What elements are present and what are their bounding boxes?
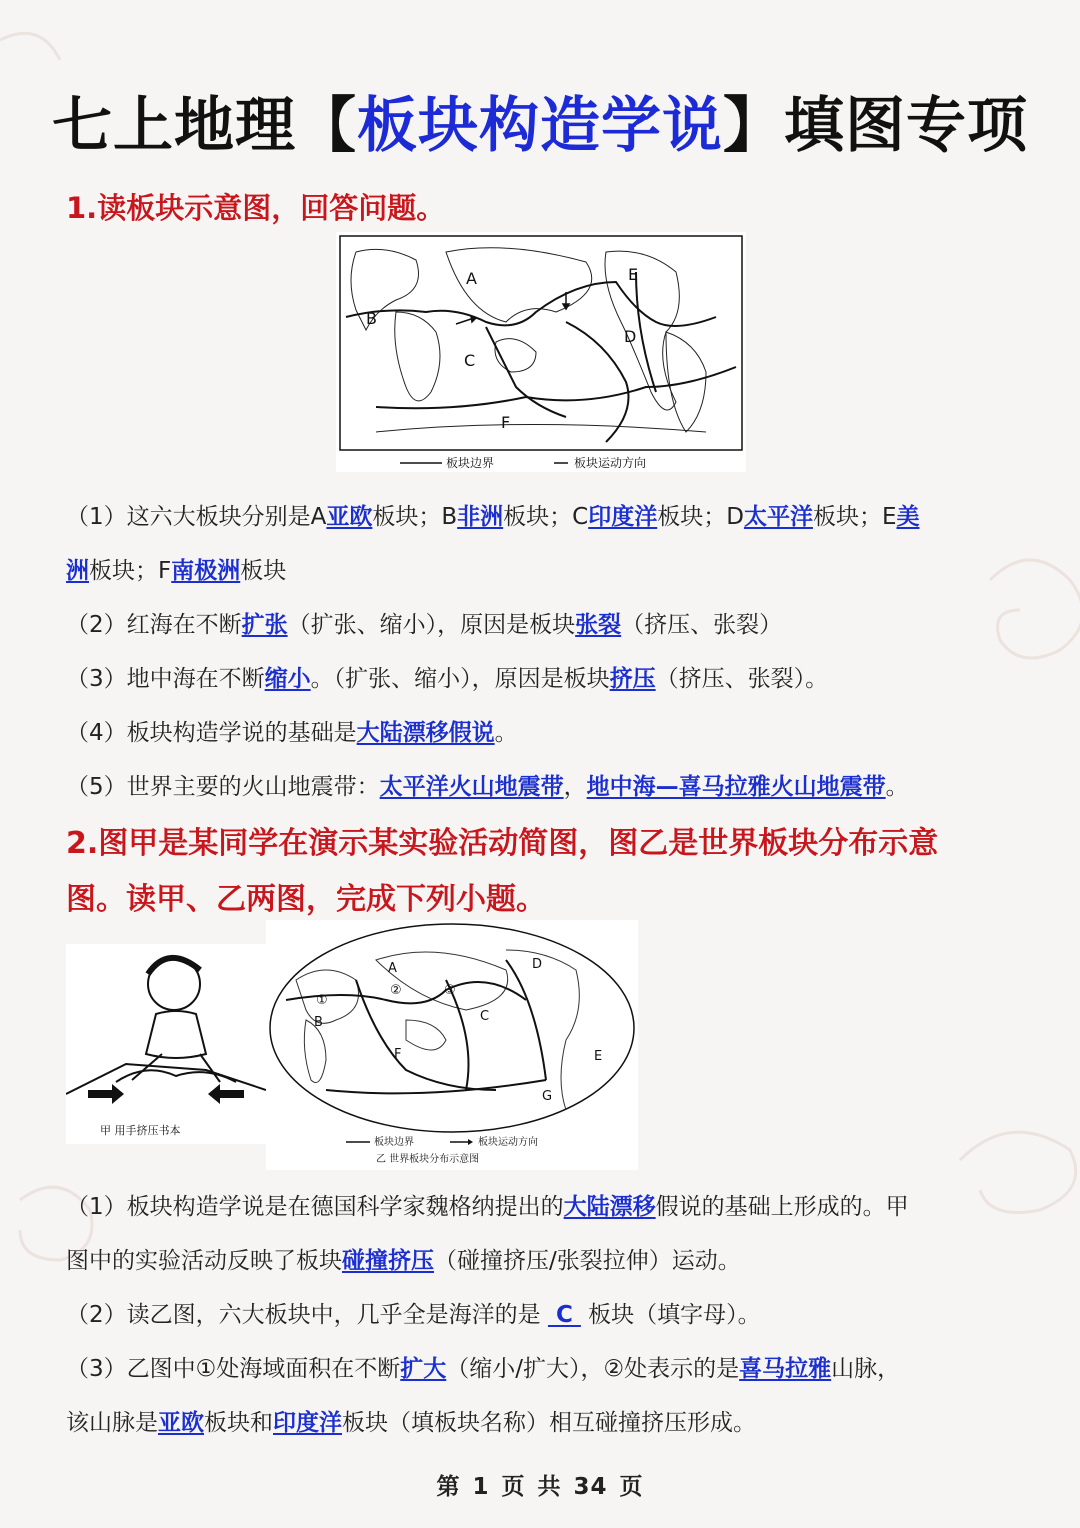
fig2b-legend-direction: 板块运动方向 [478, 1137, 538, 1148]
q1-item-1-cont: 洲板块；F南极洲板块 [66, 558, 287, 584]
answer-blank: 太平洋火山地震带 [379, 774, 564, 800]
plate-map-figure-1 [336, 232, 746, 472]
q1-item-4: （4）板块构造学说的基础是大陆漂移假说。 [66, 720, 518, 746]
question-2-heading [66, 816, 1026, 928]
question-2-heading-line-1: 2.图甲是某同学在演示某实验活动简图，图乙是世界板块分布示意 [66, 826, 939, 861]
fig2b-plate-label: E [594, 1049, 603, 1064]
question-2-heading-line-2: 图。读甲、乙两图，完成下列小题。 [66, 882, 546, 917]
total-pages: 34 [573, 1474, 608, 1500]
answer-blank: 张裂 [575, 612, 622, 638]
answer-blank: 大陆漂移假说 [356, 720, 495, 746]
q1-item-2: （2）红海在不断扩张（扩张、缩小），原因是板块张裂（挤压、张裂） [66, 612, 783, 638]
fig2b-caption: 乙 世界板块分布示意图 [376, 1154, 480, 1165]
answer-blank: 亚欧 [326, 504, 373, 530]
fig1-plate-label: D [624, 327, 637, 346]
fig2b-plate-label: F [394, 1047, 402, 1062]
answer-blank: 扩大 [400, 1356, 447, 1382]
answer-blank: C [547, 1302, 581, 1328]
fig1-plate-label: F [501, 413, 511, 432]
answer-blank: 印度洋 [273, 1410, 342, 1436]
answer-blank: 美 [896, 504, 920, 530]
fig2b-marker: ③ [444, 983, 456, 998]
answer-blank: 扩张 [241, 612, 288, 638]
q1-item-5: （5）世界主要的火山地震带：太平洋火山地震带，地中海—喜马拉雅火山地震带。 [66, 774, 909, 800]
fig2b-legend-boundary: 板块边界 [374, 1137, 414, 1148]
fig2b-plate-label: A [388, 961, 397, 976]
q1-item-1: （1）这六大板块分别是A亚欧板块；B非洲板块；C印度洋板块；D太平洋板块；E美 [66, 504, 920, 530]
page-number-footer: 第 1 页 共 34 页 [436, 1474, 644, 1500]
title-suffix: 】填图专项 [723, 91, 1028, 161]
answer-blank: 太平洋 [743, 504, 813, 530]
answer-blank: 大陆漂移 [563, 1194, 656, 1220]
q2-item-1: （1）板块构造学说是在德国科学家魏格纳提出的大陆漂移假说的基础上形成的。甲 [66, 1194, 909, 1220]
hand-pressing-book-figure [66, 944, 266, 1144]
fig1-legend-boundary: 板块边界 [446, 456, 495, 470]
answer-blank: 非洲 [457, 504, 504, 530]
answer-blank: 喜马拉雅 [739, 1356, 832, 1382]
answer-blank: 南极洲 [171, 558, 241, 584]
q2-item-1-cont: 图中的实验活动反映了板块碰撞挤压（碰撞挤压/张裂拉伸）运动。 [66, 1248, 741, 1274]
q1-item-3: （3）地中海在不断缩小。（扩张、缩小），原因是板块挤压（挤压、张裂）。 [66, 666, 829, 692]
answer-blank: 印度洋 [588, 504, 658, 530]
fig1-plate-label: C [464, 351, 476, 370]
current-page: 1 [472, 1474, 490, 1500]
answer-blank: 亚欧 [158, 1410, 204, 1436]
fig2b-plate-label: D [532, 957, 543, 972]
fig2b-plate-label: B [314, 1015, 323, 1030]
question-1-heading: 1.读板块示意图，回答问题。 [66, 191, 446, 225]
q2-item-3: （3）乙图中①处海域面积在不断扩大（缩小/扩大），②处表示的是喜马拉雅山脉， [66, 1356, 901, 1382]
fig2b-plate-label: C [480, 1009, 490, 1024]
page-title [0, 78, 1080, 164]
fig1-plate-label: B [366, 309, 377, 328]
fig2a-caption: 甲 用手挤压书本 [100, 1124, 181, 1137]
q2-item-3-cont: 该山脉是亚欧板块和印度洋板块（填板块名称）相互碰撞挤压形成。 [66, 1410, 756, 1436]
fig1-plate-label: E [628, 265, 639, 284]
answer-blank: 洲 [66, 558, 89, 584]
fig1-legend-direction: 板块运动方向 [574, 456, 647, 470]
answer-blank: 挤压 [609, 666, 656, 692]
answer-blank: 碰撞挤压 [342, 1248, 434, 1274]
world-plate-map-figure-2 [266, 920, 638, 1170]
title-prefix: 七上地理【 [52, 91, 357, 161]
answer-blank: 缩小 [264, 666, 311, 692]
answer-blank: 地中海—喜马拉雅火山地震带 [586, 774, 886, 800]
fig2b-marker: ① [316, 993, 328, 1008]
fig2b-plate-label: G [542, 1089, 553, 1104]
q2-item-2: （2）读乙图，六大板块中，几乎全是海洋的是 C 板块（填字母）。 [66, 1302, 761, 1328]
fig1-plate-label: A [466, 269, 477, 288]
fig2b-marker: ② [390, 983, 402, 998]
title-highlight: 板块构造学说 [357, 91, 723, 161]
